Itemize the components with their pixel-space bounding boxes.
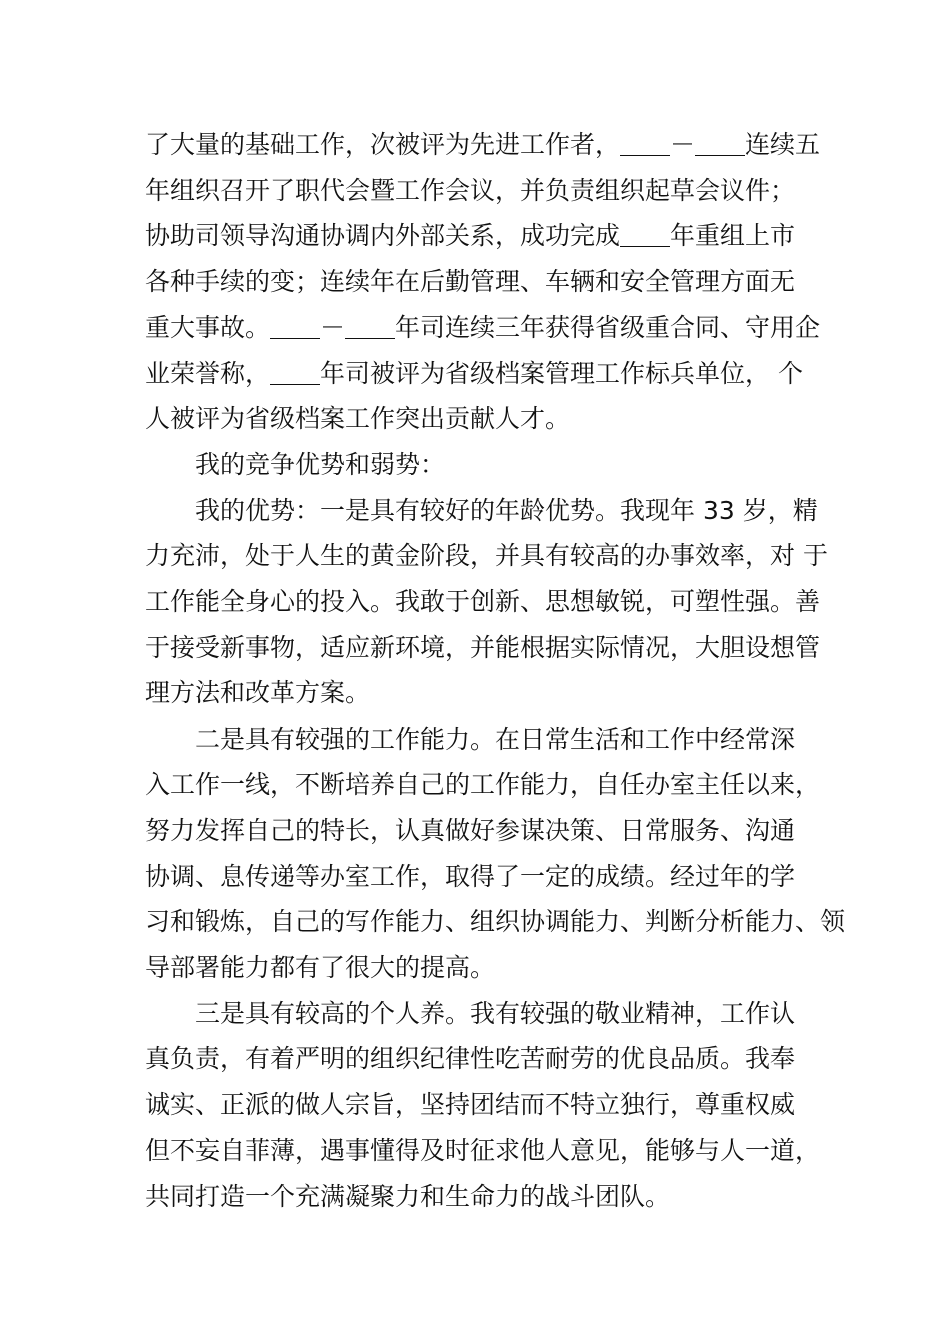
text-line: 导部署能力都有了很大的提高。 <box>145 953 496 982</box>
text-line: 工作能全身心的投入。我敢于创新、思想敏锐，可塑性强。善 <box>145 587 821 616</box>
text-line: 各种手续的变；连续年在后勤管理、车辆和安全管理方面无 <box>145 267 796 296</box>
text-line: 入工作一线，不断培养自己的工作能力，自任办室主任以来， <box>145 770 821 799</box>
paragraph-start: 三是具有较高的个人养。我有较强的敬业精神，工作认 <box>195 999 796 1028</box>
text-line: 协调、息传递等办室工作，取得了一定的成绩。经过年的学 <box>145 862 796 891</box>
text-line: 诚实、正派的做人宗旨，坚持团结而不特立独行，尊重权威 <box>145 1090 796 1119</box>
text-line: 努力发挥自己的特长，认真做好参谋决策、日常服务、沟通 <box>145 816 796 845</box>
paragraph-start: 我的优势：一是具有较好的年龄优势。我现年 33 岁，精 <box>195 496 818 525</box>
text-line: 协助司领导沟通协调内外部关系，成功完成＿＿年重组上市 <box>145 221 796 250</box>
text-line: 理方法和改革方案。 <box>145 678 371 707</box>
text-line: 力充沛，处于人生的黄金阶段，并具有较高的办事效率，对 于 <box>145 541 828 570</box>
text-line: 共同打造一个充满凝聚力和生命力的战斗团队。 <box>145 1182 671 1211</box>
text-line: 真负责，有着严明的组织纪律性吃苦耐劳的优良品质。我奉 <box>145 1044 796 1073</box>
text-line: 重大事故。＿＿－＿＿年司连续三年获得省级重合同、守用企 <box>145 313 821 342</box>
text-line: 习和锻炼，自己的写作能力、组织协调能力、判断分析能力、领 <box>145 907 846 936</box>
text-line: 人被评为省级档案工作突出贡献人才。 <box>145 404 571 433</box>
text-line: 但不妄自菲薄，遇事懂得及时征求他人意见，能够与人一道， <box>145 1136 821 1165</box>
text-line: 于接受新事物，适应新环境，并能根据实际情况，大胆设想管 <box>145 633 821 662</box>
paragraph-start: 二是具有较强的工作能力。在日常生活和工作中经常深 <box>195 725 796 754</box>
text-line: 年组织召开了职代会暨工作会议，并负责组织起草会议件； <box>145 176 796 205</box>
section-heading: 我的竞争优势和弱势： <box>195 450 446 479</box>
text-line: 业荣誉称，＿＿年司被评为省级档案管理工作标兵单位， 个 <box>145 359 803 388</box>
text-line: 了大量的基础工作，次被评为先进工作者，＿＿－＿＿连续五 <box>145 130 821 159</box>
